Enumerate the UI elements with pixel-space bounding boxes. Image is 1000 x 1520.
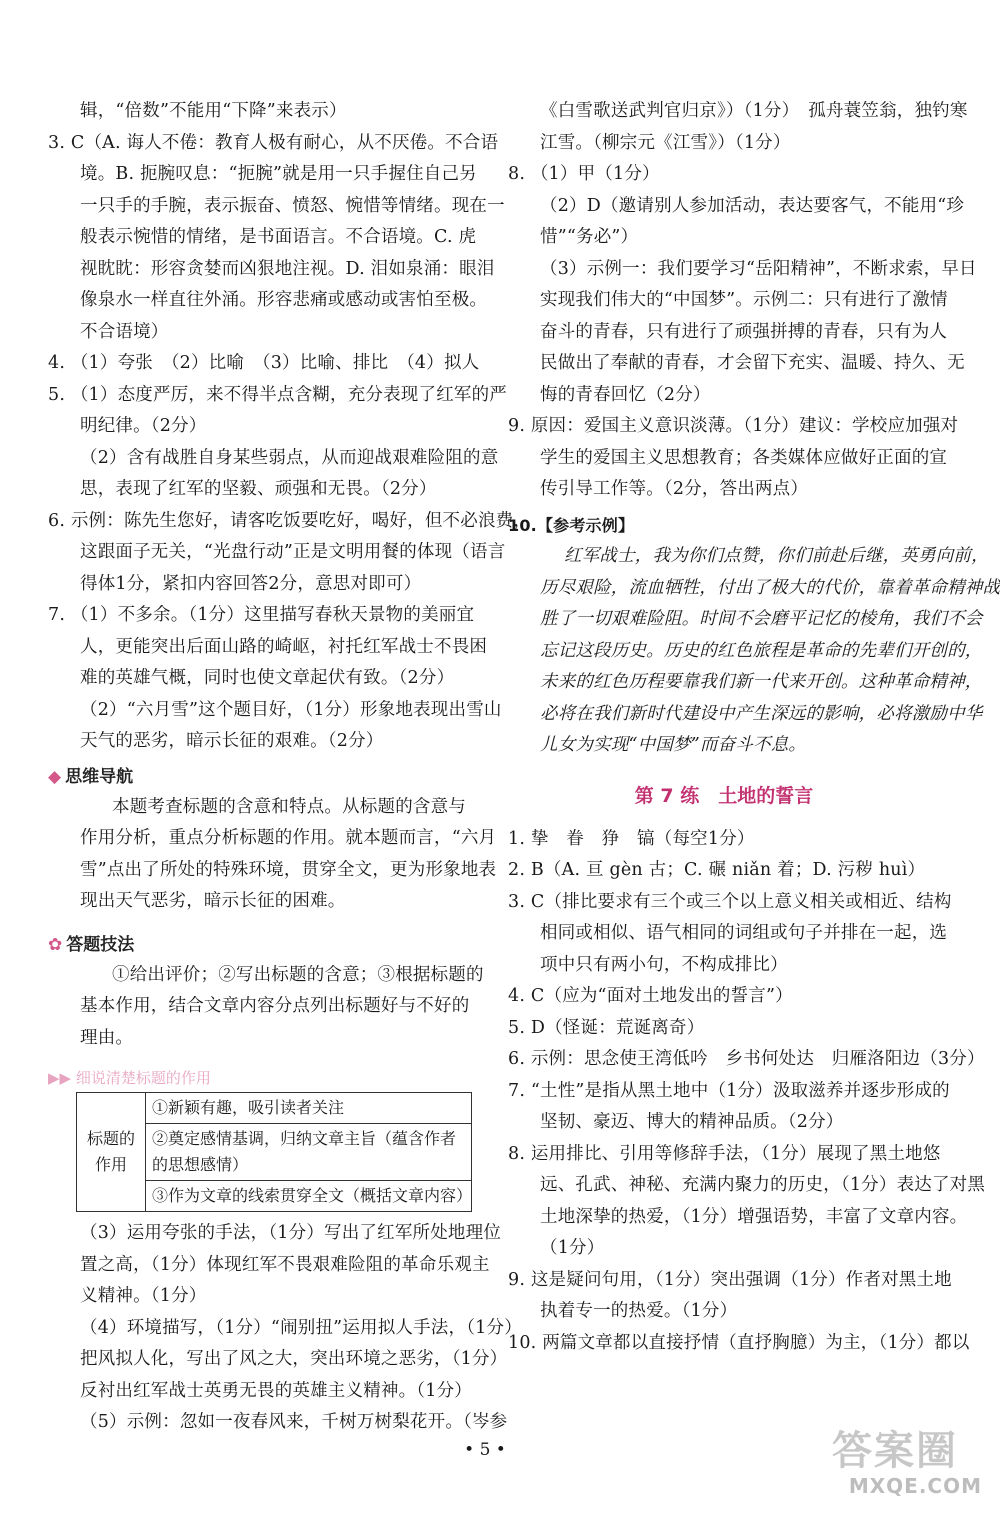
text-line: 坚韧、豪迈、博大的精神品质。（2分） bbox=[540, 1112, 844, 1132]
text-line: 惜”“务必”） bbox=[540, 227, 639, 247]
text-line: 《白雪歌送武判官归京》）（1分） 孤舟蓑笠翁，独钓寒 bbox=[540, 101, 968, 121]
text-line: 作用分析，重点分析标题的作用。就本题而言，“六月 bbox=[80, 828, 497, 848]
text-line: 人，更能突出后面山路的崎岖，衬托红军战士不畏困 bbox=[80, 636, 488, 657]
text-line: （2）“六月雪”这个题目好，（1分）形象地表现出雪山 bbox=[80, 699, 502, 720]
text-line: 3. C（排比要求有三个或三个以上意义相关或相近、结构 bbox=[508, 891, 952, 912]
text-line: （2）D（邀请别人参加活动，表达要客气，不能用“珍 bbox=[540, 195, 965, 216]
text-line: 难的英雄气概，同时也使文章起伏有致。（2分） bbox=[80, 668, 455, 688]
text-line: 1. 挚 眷 狰 镐（每空1分） bbox=[508, 828, 755, 849]
text-line: 7. （1）不多余。（1分）这里描写春秋天景物的美丽宜 bbox=[48, 605, 475, 625]
text-line: 奋斗的青春，只有进行了顽强拼搏的青春，只有为人 bbox=[540, 321, 948, 342]
reference-label: 10.【参考示例】 bbox=[508, 515, 635, 535]
watermark-main: 答案圈 bbox=[832, 1428, 958, 1474]
text-line: 得体1分，紧扣内容回答2分，意思对即可） bbox=[80, 573, 422, 594]
right-answers-top bbox=[508, 96, 977, 506]
text-line: （5）示例：忽如一夜春风来，千树万树梨花开。（岑参 bbox=[80, 1412, 508, 1432]
text-line: 雪”点出了所处的特殊环境，贯穿全文，更为形象地表 bbox=[80, 859, 497, 880]
text-line: 这跟面子无关，“光盘行动”正是文明用餐的体现（语言 bbox=[80, 542, 506, 562]
table-row: ②奠定感情基调，归纳文章主旨（蕴含作者的思想感情） bbox=[146, 1124, 472, 1181]
text-line: （4）环境描写，（1分）“闹别扭”运用拟人手法，（1分） bbox=[80, 1317, 522, 1338]
thinking-heading: ◆ 思维导航 bbox=[48, 766, 134, 787]
skill-icon: ✿ bbox=[48, 934, 63, 955]
text-line: 传引导工作等。（2分，答出两点） bbox=[540, 479, 809, 499]
text-line: 胜了一切艰难险阻。时间不会磨平记忆的棱角，我们不会 bbox=[540, 609, 983, 629]
text-line: 基本作用，结合文章内容分点列出标题好与不好的 bbox=[80, 996, 470, 1016]
text-line: 执着专一的热爱。（1分） bbox=[540, 1301, 738, 1321]
text-line: 8. （1）甲（1分） bbox=[508, 164, 660, 184]
text-line: 10. 两篇文章都以直接抒情（直抒胸臆）为主，（1分）都以 bbox=[508, 1332, 970, 1353]
text-line: 7. “土性”是指从黑土地中（1分）汲取滋养并逐步形成的 bbox=[508, 1080, 950, 1101]
text-line: ①给出评价；②写出标题的含意；③根据标题的 bbox=[112, 964, 484, 985]
text-line: 江雪。（柳宗元《江雪》）（1分） bbox=[540, 132, 791, 153]
text-line: （1分） bbox=[540, 1238, 605, 1258]
text-line: 悔的青春回忆（2分） bbox=[540, 384, 711, 405]
text-line: 9. 原因：爱国主义意识淡薄。（1分）建议：学校应加强对 bbox=[508, 416, 959, 436]
right-column bbox=[508, 96, 1000, 1359]
reference-essay bbox=[508, 541, 1000, 762]
text-line: 4. （1）夸张 （2）比喻 （3）比喻、排比 （4）拟人 bbox=[48, 353, 480, 373]
text-line: 般表示惋惜的情绪，是书面语言。不合语境。C. 虎 bbox=[80, 227, 477, 247]
text-line: 5. （1）态度严厉，来不得半点含糊，充分表现了红军的严 bbox=[48, 384, 507, 405]
watermark-logo bbox=[832, 1428, 982, 1510]
text-line: （2）含有战胜自身某些弱点，从而迎战艰难险阻的意 bbox=[80, 447, 499, 468]
left-column bbox=[48, 96, 532, 1439]
text-line: 4. C（应为“面对土地发出的誓言”） bbox=[508, 986, 793, 1006]
skill-text bbox=[48, 960, 484, 1055]
text-line: 义精神。（1分） bbox=[80, 1286, 207, 1306]
text-line: 3. C（A. 诲人不倦：教育人极有耐心，从不厌倦。不合语 bbox=[48, 132, 499, 153]
text-line: 思，表现了红军的坚毅、顽强和无畏。（2分） bbox=[80, 479, 437, 499]
text-line: 远、孔武、神秘、充满内聚力的历史，（1分）表达了对黑 bbox=[540, 1175, 986, 1195]
skill-heading: ✿ 答题技法 bbox=[48, 934, 135, 955]
text-line: 本题考查标题的含意和特点。从标题的含意与 bbox=[112, 796, 466, 817]
table-row: ①新颖有趣，吸引读者关注 bbox=[146, 1093, 472, 1124]
text-line: 辑，“倍数”不能用“下降”来表示） bbox=[80, 101, 347, 121]
text-line: 民做出了奉献的青春，才会留下充实、温暖、持久、无 bbox=[540, 353, 965, 373]
text-line: 必将在我们新时代建设中产生深远的影响，必将激励中华 bbox=[540, 703, 983, 724]
text-line: 历尽艰险，流血牺牲，付出了极大的代价，靠着革命精神战 bbox=[540, 577, 1000, 598]
text-line: 项中只有两小句，不构成排比） bbox=[540, 954, 788, 975]
text-line: 学生的爱国主义思想教育；各类媒体应做好正面的宣 bbox=[540, 447, 948, 468]
text-line: （3）运用夸张的手法，（1分）写出了红军所处地理位 bbox=[80, 1223, 502, 1243]
thinking-text bbox=[48, 792, 497, 918]
text-line: 明纪律。（2分） bbox=[80, 416, 207, 436]
text-line: 未来的红色历程要靠我们新一代来开创。这种革命精神， bbox=[540, 672, 983, 692]
thinking-icon: ◆ bbox=[48, 766, 62, 787]
watermark-url: MXQE.COM bbox=[848, 1474, 982, 1498]
text-line: 把风拟人化，写出了风之大，突出环境之恶劣，（1分） bbox=[80, 1349, 508, 1369]
text-line: 土地深挚的热爱，（1分）增强语势，丰富了文章内容。 bbox=[540, 1206, 968, 1227]
table-label: 标题的作用 bbox=[77, 1093, 146, 1212]
text-line: 6. 示例：思念使王湾低吟 乡书何处达 归雁洛阳边（3分） bbox=[508, 1049, 985, 1069]
text-line: 视眈眈：形容贪婪而凶狠地注视。D. 泪如泉涌：眼泪 bbox=[80, 258, 495, 279]
text-line: 天气的恶劣，暗示长征的艰难。（2分） bbox=[80, 731, 384, 751]
text-line: 9. 这是疑问句用，（1分）突出强调（1分）作者对黑土地 bbox=[508, 1269, 952, 1290]
text-line: 置之高，（1分）体现红军不畏艰难险阻的革命乐观主 bbox=[80, 1254, 490, 1275]
text-line: 现出天气恶劣，暗示长征的困难。 bbox=[80, 891, 346, 911]
text-line: 相同或相似、语气相同的词组或句子并排在一起，选 bbox=[540, 923, 948, 943]
left-answers-bottom bbox=[48, 1218, 522, 1439]
text-line: 像泉水一样直往外涌。形容悲痛或感动或害怕至极。 bbox=[80, 290, 488, 310]
text-line: 红军战士，我为你们点赞，你们前赴后继，英勇向前， bbox=[564, 546, 989, 566]
left-answers-top bbox=[48, 96, 532, 758]
title-function-table bbox=[76, 1092, 472, 1212]
text-line: （3）示例一：我们要学习“岳阳精神”，不断求索，早日 bbox=[540, 258, 977, 279]
text-line: 不合语境） bbox=[80, 321, 169, 342]
text-line: 境。B. 扼腕叹息：“扼腕”就是用一只手握住自己另 bbox=[80, 164, 477, 184]
text-line: 5. D（怪诞：荒诞离奇） bbox=[508, 1017, 705, 1038]
text-line: 8. 运用排比、引用等修辞手法，（1分）展现了黑土地悠 bbox=[508, 1143, 941, 1164]
table-title: ▶▶ 细说清楚标题的作用 bbox=[48, 1069, 211, 1087]
right-answers-bottom bbox=[508, 824, 986, 1360]
text-line: 实现我们伟大的“中国梦”。示例二：只有进行了激情 bbox=[540, 290, 948, 310]
text-line: 忘记这段历史。历史的红色旅程是革命的先辈们开创的， bbox=[540, 640, 983, 661]
text-line: 理由。 bbox=[80, 1027, 134, 1048]
text-line: 反衬出红军战士英勇无畏的英雄主义精神。（1分） bbox=[80, 1380, 472, 1401]
text-line: 一只手的手腕，表示振奋、愤怒、惋惜等情绪。现在一 bbox=[80, 195, 505, 216]
table-row: ③作为文章的线索贯穿全文（概括文章内容） bbox=[146, 1181, 472, 1212]
text-line: 6. 示例：陈先生您好，请客吃饭要吃好，喝好，但不必浪费， bbox=[48, 510, 532, 531]
text-line: 儿女为实现“中国梦”而奋斗不息。 bbox=[540, 735, 807, 755]
page-number: • 5 • bbox=[464, 1440, 506, 1460]
section-title: 第 7 练 土地的誓言 bbox=[634, 784, 814, 807]
text-line: 2. B（A. 亘 gèn 古；C. 碾 niǎn 着；D. 污秽 huì） bbox=[508, 860, 926, 880]
